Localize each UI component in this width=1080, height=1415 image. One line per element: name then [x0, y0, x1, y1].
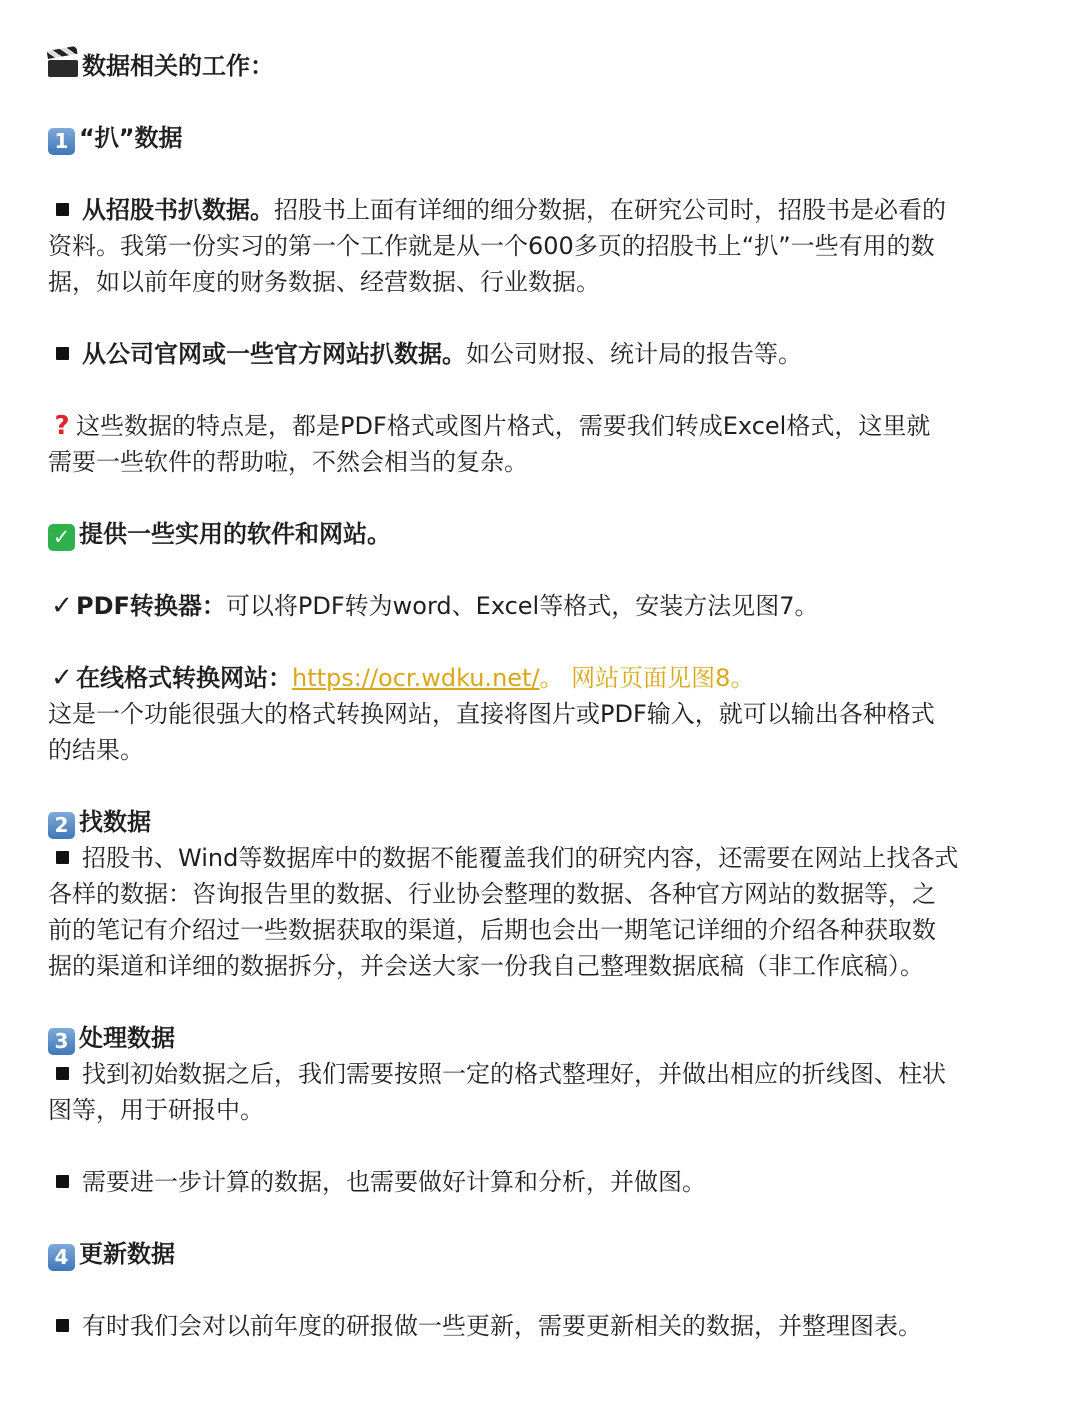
keycap-4-icon: 4 [48, 1244, 75, 1271]
keycap-1-icon: 1 [48, 128, 75, 155]
tool-pdf-converter: ✓ PDF转换器：可以将PDF转为word、Excel等格式，安装方法见图7。 [48, 588, 1038, 624]
black-square-icon [56, 851, 69, 864]
paragraph-find-data: 招股书、Wind等数据库中的数据不能覆盖我们的研究内容，还需要在网站上找各式 [48, 840, 1038, 876]
note-title: 数据相关的工作： [48, 48, 1038, 84]
paragraph-prospectus: 从招股书扒数据。招股书上面有详细的细分数据，在研究公司时，招股书是必看的 [48, 192, 1038, 228]
text-line: 据，如以前年度的财务数据、经营数据、行业数据。 [48, 268, 600, 296]
black-square-icon [56, 1319, 69, 1332]
section-1-heading: 1 “扒”数据 [48, 120, 1038, 156]
paragraph-official-sites: 从公司官网或一些官方网站扒数据。如公司财报、统计局的报告等。 [48, 336, 1038, 372]
green-check-box-icon: ✓ [48, 524, 75, 551]
black-square-icon [56, 1067, 69, 1080]
black-square-icon [56, 347, 69, 360]
text-line: 图等，用于研报中。 [48, 1096, 264, 1124]
keycap-3-icon: 3 [48, 1028, 75, 1055]
section-4-heading: 4 更新数据 [48, 1236, 1038, 1272]
text-line: 各样的数据：咨询报告里的数据、行业协会整理的数据、各种官方网站的数据等，之 [48, 880, 936, 908]
tools-heading: ✓ 提供一些实用的软件和网站。 [48, 516, 1038, 552]
paragraph-data-format: ? 这些数据的特点是，都是PDF格式或图片格式，需要我们转成Excel格式，这里就 [48, 408, 1038, 444]
text-line: 需要一些软件的帮助啦，不然会相当的复杂。 [48, 448, 528, 476]
paragraph-calculate-data: 需要进一步计算的数据，也需要做好计算和分析，并做图。 [48, 1164, 1038, 1200]
paragraph-update-data: 有时我们会对以前年度的研报做一些更新，需要更新相关的数据，并整理图表。 [48, 1308, 1038, 1344]
text-line: 据的渠道和详细的数据拆分，并会送大家一份我自己整理数据底稿（非工作底稿）。 [48, 952, 924, 980]
note-content [48, 48, 1038, 1344]
ocr-website-link[interactable]: https://ocr.wdku.net/ [292, 664, 540, 692]
text-line: 前的笔记有介绍过一些数据获取的渠道，后期也会出一期笔记详细的介绍各种获取数 [48, 916, 936, 944]
text-line: 这是一个功能很强大的格式转换网站，直接将图片或PDF输入，就可以输出各种格式 [48, 700, 935, 728]
black-square-icon [56, 203, 69, 216]
black-square-icon [56, 1175, 69, 1188]
section-3-heading: 3 处理数据 [48, 1020, 1038, 1056]
clapperboard-icon [48, 51, 78, 77]
text-line: 资料。我第一份实习的第一个工作就是从一个600多页的招股书上“扒”一些有用的数 [48, 232, 935, 260]
check-mark-icon: ✓ [51, 591, 73, 621]
check-mark-icon: ✓ [51, 663, 73, 693]
paragraph-process-data: 找到初始数据之后，我们需要按照一定的格式整理好，并做出相应的折线图、柱状 [48, 1056, 1038, 1092]
text-line: 的结果。 [48, 736, 144, 764]
section-2-heading: 2 找数据 [48, 804, 1038, 840]
red-question-mark-icon: ? [54, 411, 70, 441]
tool-online-converter: ✓ 在线格式转换网站：https://ocr.wdku.net/。 网站页面见图8。 [48, 660, 1038, 696]
keycap-2-icon: 2 [48, 812, 75, 839]
